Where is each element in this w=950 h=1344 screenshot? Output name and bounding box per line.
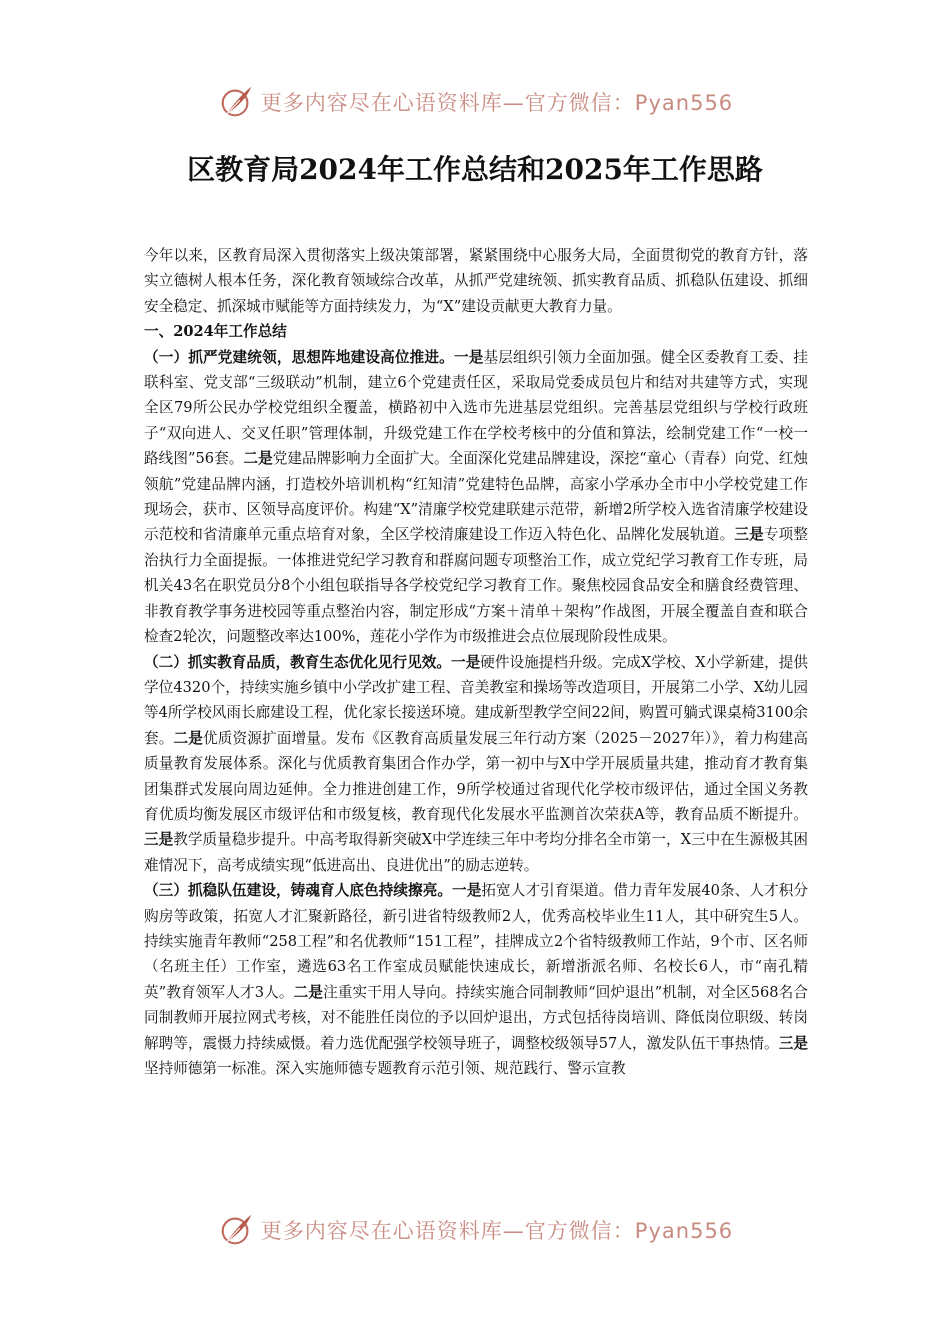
point-text: 硬件设施提档升级。完成X学校、X小学新建，提供学位4320个，持续实施乡镇中小学改扩建工程、音美教室和操场等改造项目，开展第二小学、X幼儿园等4所学校风雨长廊建设工程，优化家长接送环境。建成新型教学空间22间，购置可躺式课桌椅3100余套。 bbox=[144, 653, 808, 747]
document-body bbox=[144, 243, 808, 1081]
point-marker: 二是 bbox=[173, 729, 203, 747]
point-text: 党建品牌影响力全面扩大。全面深化党建品牌建设，深挖“童心（青春）向党、红烛领航”党建品牌内涵，打造校外培训机构“红知清”党建特色品牌，高家小学承办全市中小学校党建工作现场会，获市、区领导高度评价。构建“X”清廉学校党建联建示范带，新增2所学校入选省清廉学校建设示范校和省清廉单元重点培育对象，全区学校清廉建设工作迈入特色化、品牌化发展轨道。 bbox=[144, 450, 808, 544]
point-text: 优质资源扩面增量。发布《区教育高质量发展三年行动方案（2025－2027年）》，着力构建高质量教育发展体系。深化与优质教育集团合作办学，第一初中与X中学开展质量共建，推动育才教育集团集群式发展向周边延伸。全力推进创建工作，9所学校通过省现代化学校市级评估，通过全国义务教育优质均衡发展区市级评估和市级复核，教育现代化发展水平监测首次荣获A等，教育品质不断提升。 bbox=[144, 729, 808, 823]
point-marker: 三是 bbox=[778, 1034, 808, 1052]
header-watermark-banner bbox=[0, 82, 950, 122]
document-title: 区教育局2024年工作总结和2025年工作思路 bbox=[187, 153, 763, 186]
section-heading: 一、2024年工作总结 bbox=[144, 323, 287, 341]
point-marker: 二是 bbox=[243, 450, 273, 468]
watermark-text: 更多内容尽在心语资料库—官方微信：Pyan556 bbox=[260, 1219, 734, 1243]
point-text: 专项整治执行力全面提振。一体推进党纪学习教育和群腐问题专项整治工作，成立党纪学习教育工作专班，局机关43名在职党员分8个小组包联指导各学校党纪学习教育工作。聚焦校园食品安全和膳食经费管理、非教育教学事务进校园等重点整治内容，制定形成“方案＋清单＋架构”作战图，开展全覆盖自查和联合检查2轮次，问题整改率达100%，莲花小学作为市级推进会点位展现阶段性成果。 bbox=[144, 526, 808, 646]
point-marker: 一是 bbox=[453, 348, 484, 366]
subsection-heading: （二）抓实教育品质，教育生态优化见行见效。 bbox=[144, 653, 451, 671]
feather-pen-circle-icon bbox=[217, 83, 255, 121]
subsection-education-quality bbox=[144, 650, 808, 879]
subsection-heading: （三）抓稳队伍建设，铸魂育人底色持续擦亮。 bbox=[144, 882, 453, 900]
subsection-heading: （一）抓严党建统领，思想阵地建设高位推进。 bbox=[144, 348, 454, 366]
point-marker: 二是 bbox=[293, 983, 324, 1001]
point-marker: 三是 bbox=[144, 831, 174, 849]
point-text: 拓宽人才引育渠道。借力青年发展40条、人才积分购房等政策，拓宽人才汇聚新路径，新引进省特级教师2人，优秀高校毕业生11人，其中研究生5人。持续实施青年教师“258工程”和名优教师“151工程”，挂牌成立2个省特级教师工作站，9个市、区名师（名班主任）工作室，遴选63名工作室成员赋能快速成长，新增浙派名师、名校长6人，市“南孔精英”教育领军人才3人。 bbox=[144, 882, 808, 1001]
point-text: 注重实干用人导向。持续实施合同制教师“回炉退出”机制，对全区568名合同制教师开展拉网式考核，对不能胜任岗位的予以回炉退出，方式包括待岗培训、降低岗位职级、转岗解聘等，震慑力持续威慑。着力选优配强学校领导班子，调整校级领导57人，激发队伍干事热情。 bbox=[144, 983, 808, 1052]
point-marker: 三是 bbox=[734, 526, 764, 544]
point-marker: 一是 bbox=[452, 882, 482, 900]
point-text: 坚持师德第一标准。深入实施师德专题教育示范引领、规范践行、警示宣教 bbox=[144, 1060, 626, 1077]
watermark-text: 更多内容尽在心语资料库—官方微信：Pyan556 bbox=[260, 91, 734, 115]
point-text: 基层组织引领力全面加强。健全区委教育工委、挂联科室、党支部“三级联动”机制，建立6个党建责任区，采取局党委成员包片和结对共建等方式，实现全区79所公民办学校党组织全覆盖，横路初中入选市先进基层党组织。完善基层党组织与学校行政班子“双向进人、交叉任职”管理体制，升级党建工作在学校考核中的分值和算法，绘制党建工作“一校一路线图”56套。 bbox=[144, 348, 808, 468]
feather-pen-circle-icon bbox=[217, 1211, 255, 1249]
point-text: 教学质量稳步提升。中高考取得新突破X中学连续三年中考均分排名全市第一，X三中在生源极其困难情况下，高考成绩实现“低进高出、良进优出”的励志逆转。 bbox=[144, 831, 808, 874]
footer-watermark-banner bbox=[0, 1210, 950, 1250]
subsection-team-building bbox=[144, 878, 808, 1081]
point-marker: 一是 bbox=[450, 653, 481, 671]
intro-paragraph: 今年以来，区教育局深入贯彻落实上级决策部署，紧紧围绕中心服务大局，全面贯彻党的教育方针，落实立德树人根本任务，深化教育领域综合改革，从抓严党建统领、抓实教育品质、抓稳队伍建设、抓细安全稳定、抓深城市赋能等方面持续发力，为“X”建设贡献更大教育力量。 bbox=[144, 247, 808, 315]
subsection-party-building bbox=[144, 345, 808, 650]
